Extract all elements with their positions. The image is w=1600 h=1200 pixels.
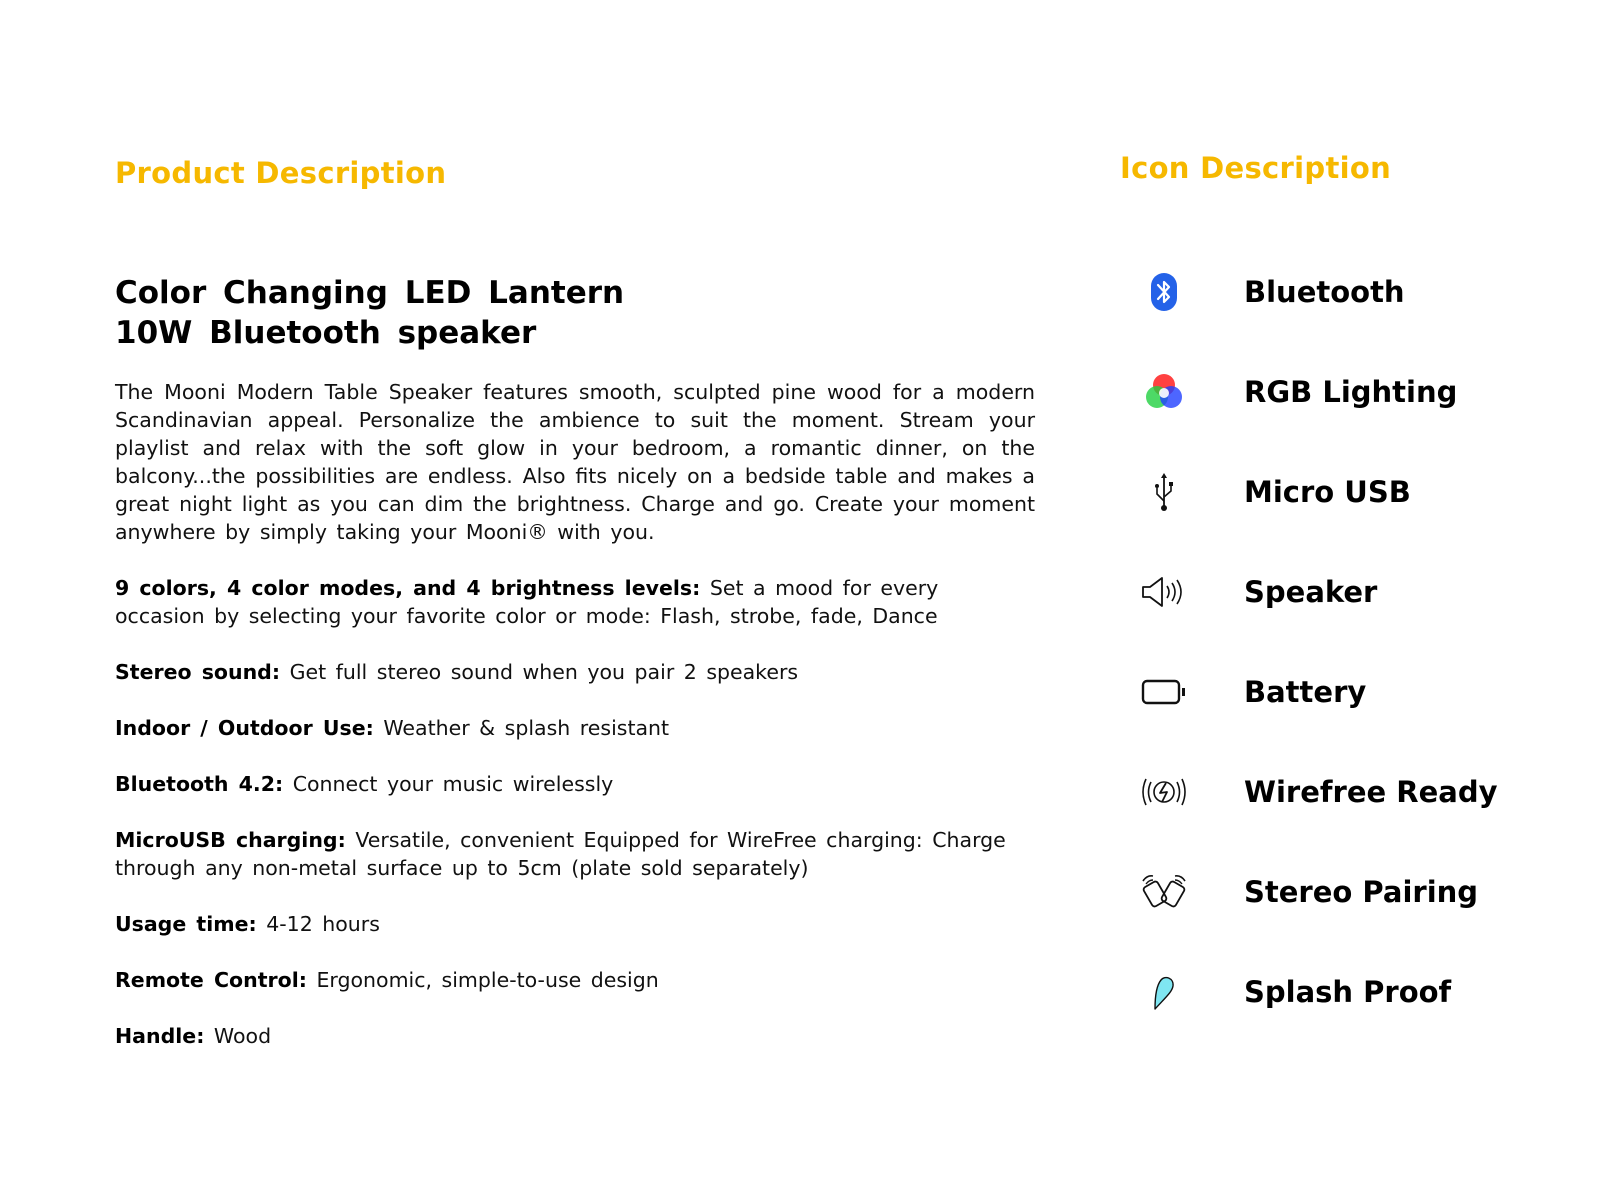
feature-item xyxy=(115,658,1035,686)
icon-label: Splash Proof xyxy=(1244,975,1452,1009)
bluetooth-icon xyxy=(1138,266,1190,318)
feature-text: Versatile, convenient Equipped for WireFree charging: Charge through any non-metal surface up to 5cm (plate sold separately) xyxy=(115,828,1006,880)
icon-label: Speaker xyxy=(1244,575,1378,609)
icon-row-battery xyxy=(1138,662,1578,722)
icon-row-stereo-pairing xyxy=(1138,862,1578,922)
feature-text: Set a mood for every occasion by selecting your favorite color or mode: Flash, strobe, fade, Dance xyxy=(115,576,939,628)
feature-item xyxy=(115,1022,1035,1050)
icon-label: Micro USB xyxy=(1244,475,1411,509)
feature-label: Indoor / Outdoor Use: xyxy=(115,716,374,740)
intro-paragraph: The Mooni Modern Table Speaker features smooth, sculpted pine wood for a modern Scandinavian appeal. Personalize the ambience to suit the moment. Stream your playlist and relax with the soft glow in your bedroom, a romantic dinner, on the balcony...the possibilities are endless. Also fits nicely on a bedside table and makes a great night light as you can dim the brightness. Charge and go. Create your moment anywhere by simply taking your Mooni® with you. xyxy=(115,380,1035,544)
feature-item xyxy=(115,574,1035,630)
feature-text: Connect your music wirelessly xyxy=(292,772,614,796)
icon-row-wirefree-ready xyxy=(1138,762,1578,822)
product-title xyxy=(115,273,624,353)
icon-label: RGB Lighting xyxy=(1244,375,1458,409)
feature-item xyxy=(115,770,1035,798)
product-title-line-1: Color Changing LED Lantern xyxy=(115,275,625,311)
feature-label: MicroUSB charging: xyxy=(115,828,346,852)
icon-description-heading: Icon Description xyxy=(1120,151,1392,185)
feature-text: Weather & splash resistant xyxy=(383,716,670,740)
icon-row-splash-proof xyxy=(1138,962,1578,1022)
stereo-pairing-icon xyxy=(1138,866,1190,918)
feature-label: Stereo sound: xyxy=(115,660,281,684)
icon-label: Battery xyxy=(1244,675,1367,709)
product-description xyxy=(115,378,1035,1050)
feature-label: Remote Control: xyxy=(115,968,307,992)
rgb-lighting-icon xyxy=(1138,366,1190,418)
feature-item xyxy=(115,826,1035,882)
icon-label: Stereo Pairing xyxy=(1244,875,1479,909)
speaker-icon xyxy=(1138,566,1190,618)
wireless-charging-icon xyxy=(1138,766,1190,818)
icon-row-rgb-lighting xyxy=(1138,362,1578,422)
feature-label: Bluetooth 4.2: xyxy=(115,772,284,796)
icon-label: Wirefree Ready xyxy=(1244,775,1498,809)
feature-text: Get full stereo sound when you pair 2 speakers xyxy=(289,660,799,684)
icon-row-bluetooth xyxy=(1138,262,1578,322)
water-drop-icon xyxy=(1138,966,1190,1018)
feature-text: Wood xyxy=(213,1024,272,1048)
feature-label: Usage time: xyxy=(115,912,257,936)
feature-text: 4-12 hours xyxy=(266,912,380,936)
icon-row-speaker xyxy=(1138,562,1578,622)
feature-item xyxy=(115,910,1035,938)
feature-item xyxy=(115,966,1035,994)
product-title-line-2: 10W Bluetooth speaker xyxy=(115,315,537,351)
feature-label: 9 colors, 4 color modes, and 4 brightness levels: xyxy=(115,576,701,600)
icon-row-micro-usb xyxy=(1138,462,1578,522)
usb-icon xyxy=(1138,466,1190,518)
feature-label: Handle: xyxy=(115,1024,205,1048)
icon-label: Bluetooth xyxy=(1244,275,1405,309)
battery-icon xyxy=(1138,666,1190,718)
product-description-heading: Product Description xyxy=(115,156,447,190)
feature-item xyxy=(115,714,1035,742)
feature-text: Ergonomic, simple-to-use design xyxy=(316,968,659,992)
